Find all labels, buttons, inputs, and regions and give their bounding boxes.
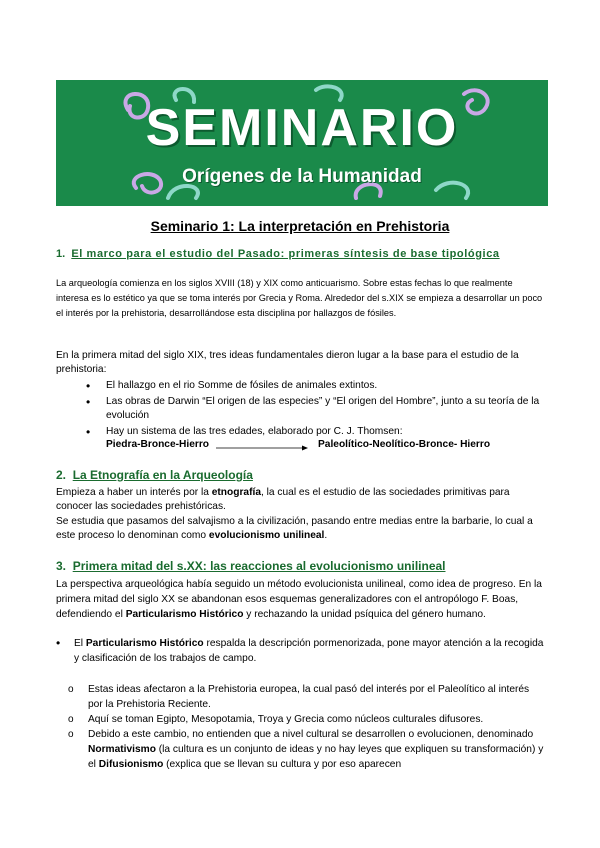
- banner-title: SEMINARIO: [145, 99, 459, 157]
- section-3-sub-list: [66, 682, 546, 772]
- list-item: [66, 727, 546, 772]
- section-1-heading: [56, 248, 500, 260]
- text-run: Se estudia que pasamos del salvajismo a la civilización, pasando entre medias entre la barbarie, lo cual a este proceso lo denominan como: [56, 516, 533, 541]
- keyword-evolucionismo-unilineal: evolucionismo unilineal: [208, 530, 325, 541]
- text-run: El: [74, 638, 86, 649]
- list-item: • Hay un sistema de las tres edades, elaborado por C. J. Thomsen:: [86, 425, 546, 439]
- section-1-number: 1.: [56, 248, 66, 260]
- right-arrow-icon: [216, 445, 308, 451]
- section-2-paragraph-2: [56, 515, 546, 543]
- keyword-particularismo-historico: Particularismo Histórico: [125, 609, 244, 620]
- text-run: .: [324, 530, 328, 541]
- section-2-number: 2.: [56, 468, 67, 482]
- keyword-difusionismo: Difusionismo: [98, 759, 164, 770]
- text-run: , la cual es el estudio de las sociedades primitivas para conocer las sociedades prehistóricas.: [56, 487, 510, 512]
- section-1-bullet-list: [86, 379, 546, 441]
- text-run: La perspectiva arqueológica había seguido un método evolucionista unilineal, como idea de progreso. En la primera mitad del siglo XX se abandonan esos esquemas generalizadores con el antropólogo F. Boas, defendiendo el: [56, 579, 542, 620]
- section-1-heading-text: El marco para el estudio del Pasado: primeras síntesis de base tipológica: [71, 248, 500, 260]
- keyword-particularismo-historico: Particularismo Histórico: [85, 638, 204, 649]
- section-3-bullet-list: [56, 636, 546, 666]
- list-item: • El hallazgo en el rio Somme de fósiles de animales extintos.: [86, 379, 546, 393]
- banner-subtitle: Orígenes de la Humanidad: [182, 166, 422, 187]
- list-item: o Estas ideas afectaron a la Prehistoria europea, la cual pasó del interés por el Paleolítico al interés por la Prehistoria Reciente.: [66, 682, 546, 712]
- text-run: (la cultura es un conjunto de ideas y no hay leyes que expliquen su transformación) y el: [88, 744, 544, 770]
- section-1-paragraph-2: En la primera mitad del siglo XIX, tres ideas fundamentales dieron lugar a la base para el estudio de la prehistoria:: [56, 350, 519, 375]
- list-item: o Aquí se toman Egipto, Mesopotamia, Troya y Grecia como núcleos culturales difusores.: [66, 712, 546, 727]
- three-ages-expanded: Paleolítico-Neolítico-Bronce- Hierro: [318, 439, 491, 450]
- text-run: Empieza a haber un interés por la: [56, 487, 212, 498]
- keyword-etnografia: etnografía: [211, 487, 261, 498]
- text-run: y rechazando la unidad psíquica del género humano.: [243, 609, 486, 620]
- list-item: • Las obras de Darwin “El origen de las especies” y “El origen del Hombre”, junto a su teoría de la evolución: [86, 395, 546, 423]
- text-run: (explica que se llevan su cultura y por eso aparecen: [163, 759, 402, 770]
- section-3-number: 3.: [56, 559, 67, 573]
- section-1-paragraph-1: La arqueología comienza en los siglos XVIII (18) y XIX como anticuarismo. Sobre estas fechas lo que realmente interesa es lo estético ya que se toma interés por Grecia y Roma. Alrededor del s.XIX se empieza a desarrollar un poco el interés por la prehistoria, desarrollándose esta disciplina por hallazgos de fósiles.: [56, 278, 543, 318]
- section-3-paragraph-1: [56, 577, 546, 622]
- section-2-paragraph-1: [56, 486, 546, 514]
- keyword-normativismo: Normativismo: [88, 744, 156, 755]
- three-ages-original: Piedra-Bronce-Hierro: [106, 439, 210, 450]
- section-2-heading: [56, 468, 253, 482]
- text-run: respalda la descripción pormenorizada, pone mayor atención a la recogida y clasificación de los trabajos de campo.: [74, 638, 544, 664]
- section-3-heading-text: Primera mitad del s.XX: las reacciones al evolucionismo unilineal: [72, 559, 446, 573]
- list-item: [56, 636, 546, 666]
- three-ages-system-row: [106, 439, 546, 453]
- section-2-heading-text: La Etnografía en la Arqueología: [72, 468, 253, 482]
- section-3-heading: [56, 559, 446, 573]
- seminar-banner: [56, 80, 548, 206]
- document-title: Seminario 1: La interpretación en Prehistoria: [150, 218, 450, 234]
- text-run: Debido a este cambio, no entienden que a nivel cultural se desarrollen o evolucionen, denominado: [88, 729, 534, 740]
